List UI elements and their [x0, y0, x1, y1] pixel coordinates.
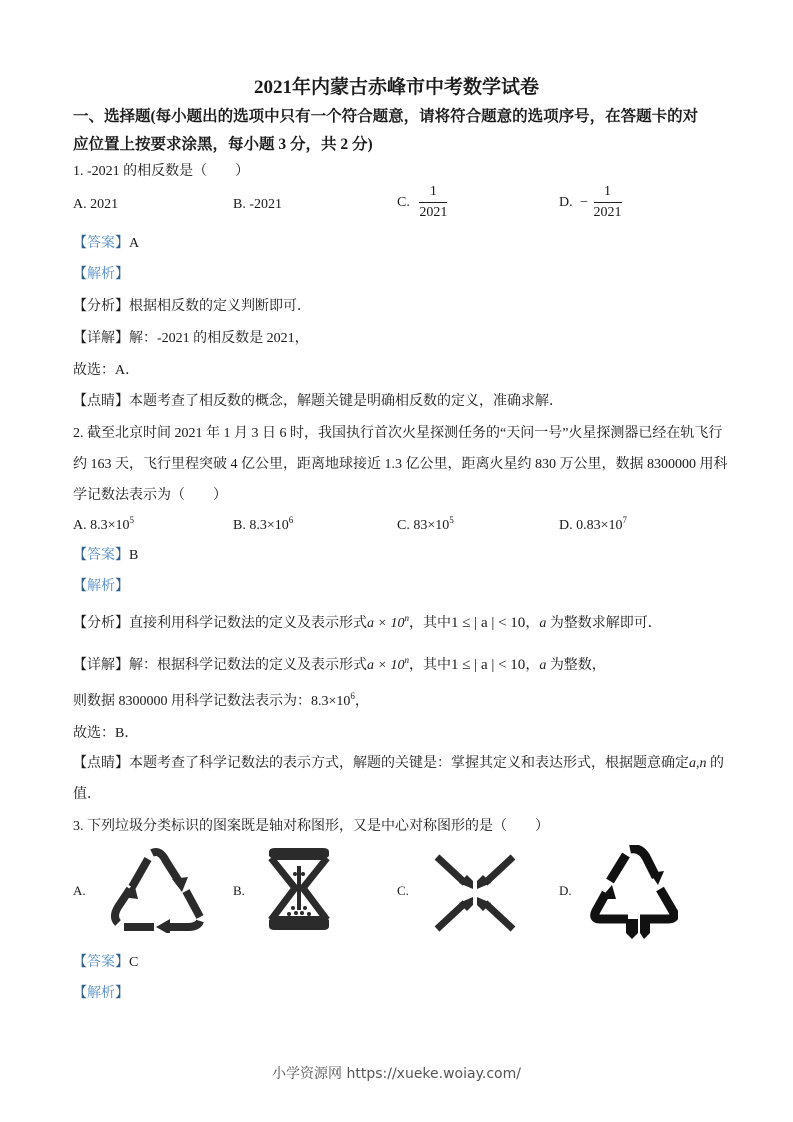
fenxi-label: 【分析】 — [73, 616, 129, 631]
bracket: 】 — [115, 236, 129, 251]
option-text: D. 0.83×10 — [559, 518, 623, 533]
bracket: 【 — [73, 955, 87, 970]
q3-answer — [73, 951, 138, 971]
q2-dianjing-line2: 值． — [73, 787, 101, 802]
dianjing-label: 【点睛】 — [73, 756, 129, 771]
answer-value: A — [129, 236, 140, 251]
exponent: 5 — [129, 515, 135, 525]
xiangjie-text: ，其中 — [408, 658, 451, 673]
fenxi-text: ，其中 — [408, 616, 451, 631]
bracket: 【 — [73, 548, 87, 563]
math-expression: a × 10 — [367, 616, 405, 631]
q1-option-d-label: D. — [559, 195, 573, 211]
answer-value: C — [129, 955, 139, 970]
q1-xiangjie — [73, 327, 309, 347]
dianjing-text: 本题考查了相反数的概念，解题关键是明确相反数的定义，准确求解． — [129, 394, 563, 409]
inequality: 1 ≤ | a | < 10 — [450, 657, 526, 673]
q1-guxuan: 故选：A． — [73, 363, 140, 378]
q1-answer — [73, 232, 139, 252]
bracket: 】 — [115, 986, 129, 1001]
q1-stem: 1. -2021 的相反数是（ ） — [73, 164, 250, 179]
q3-analysis-heading — [73, 982, 129, 1002]
section-heading-line2: 应位置上按要求涂黑，每小题 3 分，共 2 分) — [73, 136, 373, 153]
variable-a: a — [539, 658, 547, 673]
q2-stem-line3: 学记数法表示为（ ） — [73, 488, 227, 503]
math-expression: a × 10 — [367, 658, 405, 673]
q2-result — [73, 690, 369, 710]
q2-answer — [73, 544, 138, 564]
q1-option-a: A. 2021 — [73, 197, 119, 212]
punct: ， — [525, 616, 540, 631]
q1-option-d — [559, 183, 622, 223]
inequality: 1 ≤ | a | < 10 — [450, 615, 526, 631]
fenxi-text: 根据相反数的定义判断即可． — [129, 299, 311, 314]
q2-stem-line2: 约 163 天，飞行里程突破 4 亿公里，距离地球接近 1.3 亿公里，距离火星约 830 万公里，数据 8300000 用科 — [73, 457, 728, 472]
q2-option-c — [397, 515, 454, 534]
fraction — [419, 183, 447, 223]
footer-watermark: 小学资源网 https://xueke.woiay.com/ — [272, 1066, 521, 1082]
option-text: A. 8.3×10 — [73, 518, 130, 533]
q2-xiangjie — [73, 654, 606, 674]
q1-analysis-heading — [73, 263, 129, 283]
numerator: 1 — [419, 183, 447, 203]
denominator: 2021 — [593, 205, 622, 220]
q3-stem: 3. 下列垃圾分类标识的图案既是轴对称图形，又是中心对称图形的是（ ） — [73, 819, 549, 834]
bracket: 】 — [115, 955, 129, 970]
bracket: 】 — [115, 548, 129, 563]
answer-label: 答案 — [87, 548, 115, 563]
exponent: 5 — [449, 515, 454, 525]
xiangjie-text: 解：-2021 的相反数是 2021， — [129, 331, 309, 346]
q1-option-c — [397, 183, 447, 223]
page-title: 2021年内蒙古赤峰市中考数学试卷 — [253, 77, 539, 98]
exponent: 6 — [288, 515, 294, 525]
bracket: 】 — [115, 267, 129, 282]
dianjing-label: 【点睛】 — [73, 394, 129, 409]
q1-option-c-label: C. — [397, 195, 410, 211]
punct: ， — [354, 694, 369, 709]
q1-fenxi — [73, 295, 311, 315]
xiangjie-label: 【详解】 — [73, 331, 129, 346]
q3-option-c-label: C. — [397, 883, 409, 898]
analysis-label: 解析 — [87, 986, 115, 1001]
q3-option-b-label: B. — [233, 883, 245, 898]
denominator: 2021 — [419, 205, 448, 220]
fenxi-text: 为整数求解即可． — [546, 616, 662, 631]
q2-analysis-heading — [73, 575, 129, 595]
answer-label: 答案 — [87, 236, 115, 251]
xiangjie-text: 为整数， — [546, 658, 606, 673]
q1-dianjing — [73, 390, 563, 410]
fenxi-label: 【分析】 — [73, 299, 129, 314]
exponent: 6 — [350, 691, 355, 701]
q2-fenxi — [73, 612, 662, 632]
fraction — [594, 183, 622, 223]
bracket: 【 — [73, 579, 87, 594]
bracket: 【 — [73, 267, 87, 282]
option-text: C. 83×10 — [397, 518, 450, 533]
option-text: B. 8.3×10 — [233, 518, 289, 533]
dianjing-text: 本题考查了科学记数法的表示方式，解题的关键是：掌握其定义和表达形式，根据题意确定 — [129, 756, 689, 771]
four-arrows-inward-icon — [433, 853, 517, 933]
result-text: 则数据 8300000 用科学记数法表示为： — [73, 694, 311, 709]
bracket: 【 — [73, 236, 87, 251]
analysis-label: 解析 — [87, 267, 115, 282]
bracket: 】 — [115, 579, 129, 594]
q3-option-a-label: A. — [73, 883, 86, 898]
xiangjie-text: 解：根据科学记数法的定义及表示形式 — [129, 658, 367, 673]
minus-sign: − — [580, 195, 589, 211]
q3-option-d-label: D. — [559, 883, 572, 898]
fenxi-text: 直接利用科学记数法的定义及表示形式 — [129, 616, 367, 631]
xiangjie-label: 【详解】 — [73, 658, 129, 673]
recycle-triangle-icon — [108, 847, 204, 933]
exponent: 7 — [622, 515, 628, 525]
exponent: n — [404, 655, 409, 665]
answer-label: 答案 — [87, 955, 115, 970]
q2-option-d — [559, 515, 627, 534]
q2-stem-line1: 2. 截至北京时间 2021 年 1 月 3 日 6 时，我国执行首次火星探测任务的“天问一号”火星探测器已经在轨飞行 — [73, 426, 723, 441]
variable-a: a — [539, 616, 547, 631]
section-heading-line1: 一、选择题(每小题出的选项中只有一个符合题意，请将符合题意的选项序号，在答题卡的对 — [73, 108, 699, 125]
recycle-triangle-split-icon — [590, 845, 678, 941]
q2-option-b — [233, 515, 293, 534]
exponent: n — [404, 613, 409, 623]
answer-value: B — [129, 548, 139, 563]
result-math: 8.3×10 — [311, 694, 351, 709]
q2-option-a — [73, 515, 134, 534]
bracket: 【 — [73, 986, 87, 1001]
q1-option-b: B. -2021 — [233, 197, 282, 212]
dianjing-text: 的 — [706, 756, 724, 771]
hourglass-icon — [265, 848, 333, 930]
variables: a,n — [689, 756, 707, 771]
numerator: 1 — [594, 183, 622, 203]
punct: ， — [525, 658, 540, 673]
q2-dianjing — [73, 752, 724, 772]
q2-guxuan: 故选：B． — [73, 726, 139, 741]
analysis-label: 解析 — [87, 579, 115, 594]
